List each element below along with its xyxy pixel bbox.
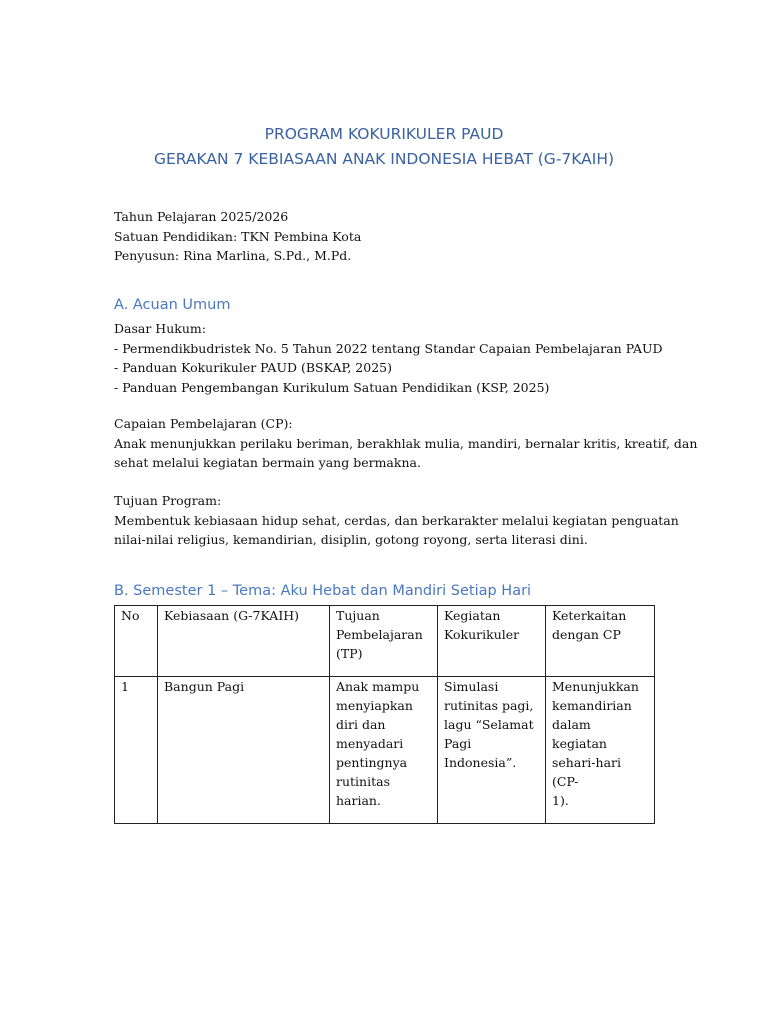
header-keterkaitan: Keterkaitan dengan CP bbox=[546, 606, 655, 677]
dasar-hukum-block bbox=[114, 319, 674, 397]
header-kegiatan: Kegiatan Kokurikuler bbox=[438, 606, 546, 677]
header-no: No bbox=[115, 606, 158, 677]
table-row bbox=[115, 677, 655, 824]
cell-kebiasaan: Bangun Pagi bbox=[158, 677, 330, 824]
meta-school-year: Tahun Pelajaran 2025/2026 bbox=[114, 209, 289, 224]
capaian-text-line: Anak menunjukkan perilaku beriman, berakhlak mulia, mandiri, bernalar kritis, kreatif, dan bbox=[114, 435, 698, 451]
document-title-line-2: GERAKAN 7 KEBIASAAN ANAK INDONESIA HEBAT (G-7KAIH) bbox=[153, 150, 615, 168]
semester-table bbox=[114, 605, 655, 824]
document-title-line-1: PROGRAM KOKURIKULER PAUD bbox=[264, 125, 504, 143]
header-tujuan: Tujuan Pembelajaran (TP) bbox=[330, 606, 438, 677]
cell-keterkaitan: Menunjukkan kemandirian dalam kegiatan sehari-hari (CP- 1). bbox=[546, 677, 655, 824]
dasar-hukum-label: Dasar Hukum: bbox=[114, 321, 206, 336]
dasar-hukum-item: - Permendikbudristek No. 5 Tahun 2022 tentang Standar Capaian Pembelajaran PAUD bbox=[114, 340, 663, 356]
capaian-block bbox=[114, 414, 698, 473]
section-a-heading: A. Acuan Umum bbox=[114, 297, 231, 313]
tujuan-block bbox=[114, 491, 679, 550]
section-b-heading: B. Semester 1 – Tema: Aku Hebat dan Mandiri Setiap Hari bbox=[114, 583, 532, 599]
meta-institution: Satuan Pendidikan: TKN Pembina Kota bbox=[114, 228, 362, 244]
cell-no: 1 bbox=[115, 677, 158, 824]
cell-kegiatan: Simulasi rutinitas pagi, lagu “Selamat Pagi Indonesia”. bbox=[438, 677, 546, 824]
tujuan-text-line: nilai-nilai religius, kemandirian, disiplin, gotong royong, serta literasi dini. bbox=[114, 532, 588, 547]
document-meta bbox=[114, 207, 674, 266]
dasar-hukum-item: - Panduan Kokurikuler PAUD (BSKAP, 2025) bbox=[114, 360, 392, 375]
tujuan-label: Tujuan Program: bbox=[114, 493, 222, 508]
dasar-hukum-item: - Panduan Pengembangan Kurikulum Satuan Pendidikan (KSP, 2025) bbox=[114, 379, 550, 395]
meta-author: Penyusun: Rina Marlina, S.Pd., M.Pd. bbox=[114, 248, 352, 263]
capaian-label: Capaian Pembelajaran (CP): bbox=[114, 416, 293, 431]
tujuan-text-line: Membentuk kebiasaan hidup sehat, cerdas, dan berkarakter melalui kegiatan penguatan bbox=[114, 512, 679, 528]
capaian-text-line: sehat melalui kegiatan bermain yang bermakna. bbox=[114, 455, 421, 470]
header-kebiasaan: Kebiasaan (G-7KAIH) bbox=[158, 606, 330, 677]
cell-tujuan: Anak mampu menyiapkan diri dan menyadari pentingnya rutinitas harian. bbox=[330, 677, 438, 824]
table-header-row bbox=[115, 606, 655, 677]
